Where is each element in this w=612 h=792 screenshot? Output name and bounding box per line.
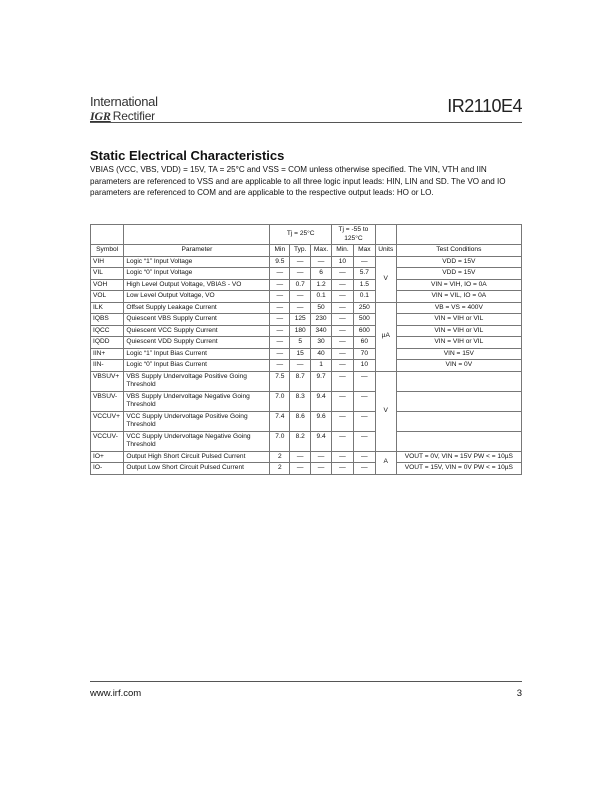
table-row bbox=[91, 268, 522, 280]
conditions-cell: VDD = 15V bbox=[396, 256, 521, 268]
max-cell: 1.2 bbox=[311, 279, 332, 291]
min2-cell: — bbox=[331, 463, 353, 475]
header-rule bbox=[90, 122, 522, 123]
symbol-cell: IIN+ bbox=[91, 348, 124, 360]
electrical-characteristics-table bbox=[90, 224, 522, 475]
symbol-cell: IO- bbox=[91, 463, 124, 475]
col-symbol: Symbol bbox=[91, 245, 124, 257]
min-cell: — bbox=[270, 360, 290, 372]
footer-url[interactable]: www.irf.com bbox=[90, 688, 142, 699]
typ-cell: — bbox=[290, 256, 311, 268]
max2-cell: — bbox=[353, 431, 375, 451]
conditions-cell: VIN = VIH or VIL bbox=[396, 314, 521, 326]
max2-cell: 70 bbox=[353, 348, 375, 360]
min2-cell: 10 bbox=[331, 256, 353, 268]
max2-cell: 5.7 bbox=[353, 268, 375, 280]
min2-cell: — bbox=[331, 325, 353, 337]
conditions-cell: VIN = 15V bbox=[396, 348, 521, 360]
max-cell: 9.4 bbox=[311, 431, 332, 451]
symbol-cell: VCCUV+ bbox=[91, 411, 124, 431]
table-row bbox=[91, 391, 522, 411]
symbol-cell: ILK bbox=[91, 302, 124, 314]
max-cell: — bbox=[311, 463, 332, 475]
conditions-cell: VOUT = 0V, VIN = 15V PW < = 10µS bbox=[396, 451, 521, 463]
max2-cell: — bbox=[353, 411, 375, 431]
max2-cell: — bbox=[353, 451, 375, 463]
min-cell: — bbox=[270, 279, 290, 291]
parameter-cell: VBS Supply Undervoltage Negative Going Threshold bbox=[124, 391, 270, 411]
min2-cell: — bbox=[331, 391, 353, 411]
parameter-cell: VCC Supply Undervoltage Negative Going Threshold bbox=[124, 431, 270, 451]
max2-cell: 600 bbox=[353, 325, 375, 337]
table-row bbox=[91, 431, 522, 451]
page-number: 3 bbox=[516, 688, 522, 699]
logo-mark: IGR bbox=[90, 109, 111, 123]
min2-cell: — bbox=[331, 371, 353, 391]
typ-cell: — bbox=[290, 291, 311, 303]
section-title: Static Electrical Characteristics bbox=[90, 148, 285, 163]
parameter-cell: Quiescent VCC Supply Current bbox=[124, 325, 270, 337]
parameter-cell: Quiescent VDD Supply Current bbox=[124, 337, 270, 349]
conditions-cell bbox=[396, 411, 521, 431]
logo-line-1: International bbox=[90, 94, 158, 109]
min-cell: 7.0 bbox=[270, 431, 290, 451]
table-row bbox=[91, 314, 522, 326]
symbol-cell: IQDD bbox=[91, 337, 124, 349]
parameter-cell: Offset Supply Leakage Current bbox=[124, 302, 270, 314]
min2-cell: — bbox=[331, 279, 353, 291]
parameter-cell: VBS Supply Undervoltage Positive Going Threshold bbox=[124, 371, 270, 391]
min-cell: — bbox=[270, 302, 290, 314]
units-cell: A bbox=[375, 451, 396, 474]
parameter-cell: Output High Short Circuit Pulsed Current bbox=[124, 451, 270, 463]
typ-cell: 0.7 bbox=[290, 279, 311, 291]
max2-cell: — bbox=[353, 463, 375, 475]
max-cell: 9.6 bbox=[311, 411, 332, 431]
typ-cell: 125 bbox=[290, 314, 311, 326]
table-row bbox=[91, 360, 522, 372]
conditions-cell: VB = VS = 400V bbox=[396, 302, 521, 314]
typ-cell: 8.2 bbox=[290, 431, 311, 451]
conditions-cell bbox=[396, 431, 521, 451]
units-cell: V bbox=[375, 371, 396, 451]
min-cell: — bbox=[270, 291, 290, 303]
table-row bbox=[91, 279, 522, 291]
group-tj25: Tj = 25°C bbox=[270, 225, 332, 245]
symbol-cell: VIL bbox=[91, 268, 124, 280]
max2-cell: — bbox=[353, 371, 375, 391]
parameter-cell: Logic “0” Input Bias Current bbox=[124, 360, 270, 372]
table-row bbox=[91, 371, 522, 391]
col-min2: Min. bbox=[331, 245, 353, 257]
typ-cell: — bbox=[290, 463, 311, 475]
col-conditions: Test Conditions bbox=[396, 245, 521, 257]
min2-cell: — bbox=[331, 314, 353, 326]
footer-rule bbox=[90, 681, 522, 682]
min-cell: — bbox=[270, 314, 290, 326]
parameter-cell: Quiescent VBS Supply Current bbox=[124, 314, 270, 326]
max-cell: 340 bbox=[311, 325, 332, 337]
min2-cell: — bbox=[331, 337, 353, 349]
max2-cell: — bbox=[353, 256, 375, 268]
max-cell: 30 bbox=[311, 337, 332, 349]
symbol-cell: VBSUV- bbox=[91, 391, 124, 411]
max2-cell: — bbox=[353, 391, 375, 411]
min-cell: 7.0 bbox=[270, 391, 290, 411]
max-cell: 40 bbox=[311, 348, 332, 360]
conditions-cell bbox=[396, 371, 521, 391]
min-cell: — bbox=[270, 268, 290, 280]
col-parameter: Parameter bbox=[124, 245, 270, 257]
min-cell: — bbox=[270, 348, 290, 360]
conditions-cell: VIN = 0V bbox=[396, 360, 521, 372]
typ-cell: — bbox=[290, 302, 311, 314]
parameter-cell: Output Low Short Circuit Pulsed Current bbox=[124, 463, 270, 475]
parameter-cell: Low Level Output Voltage, VO bbox=[124, 291, 270, 303]
typ-cell: 180 bbox=[290, 325, 311, 337]
conditions-cell: VIN = VIH or VIL bbox=[396, 337, 521, 349]
units-cell: µA bbox=[375, 302, 396, 371]
max2-cell: 0.1 bbox=[353, 291, 375, 303]
table-row bbox=[91, 451, 522, 463]
max2-cell: 1.5 bbox=[353, 279, 375, 291]
table-row bbox=[91, 348, 522, 360]
conditions-cell bbox=[396, 391, 521, 411]
typ-cell: 5 bbox=[290, 337, 311, 349]
symbol-cell: IQBS bbox=[91, 314, 124, 326]
max2-cell: 60 bbox=[353, 337, 375, 349]
min2-cell: — bbox=[331, 431, 353, 451]
max2-cell: 500 bbox=[353, 314, 375, 326]
min2-cell: — bbox=[331, 348, 353, 360]
table-row bbox=[91, 325, 522, 337]
typ-cell: 8.6 bbox=[290, 411, 311, 431]
logo-rectifier: Rectifier bbox=[112, 109, 155, 123]
parameter-cell: VCC Supply Undervoltage Positive Going Threshold bbox=[124, 411, 270, 431]
parameter-cell: Logic “0” Input Voltage bbox=[124, 268, 270, 280]
min-cell: — bbox=[270, 325, 290, 337]
symbol-cell: IIN- bbox=[91, 360, 124, 372]
min2-cell: — bbox=[331, 360, 353, 372]
typ-cell: 8.3 bbox=[290, 391, 311, 411]
conditions-cell: VIN = VIL, IO = 0A bbox=[396, 291, 521, 303]
col-min: Min bbox=[270, 245, 290, 257]
symbol-cell: VOL bbox=[91, 291, 124, 303]
max-cell: 9.7 bbox=[311, 371, 332, 391]
typ-cell: 15 bbox=[290, 348, 311, 360]
min-cell: 2 bbox=[270, 463, 290, 475]
min2-cell: — bbox=[331, 291, 353, 303]
symbol-cell: IO+ bbox=[91, 451, 124, 463]
table-group-header bbox=[91, 225, 522, 245]
min2-cell: — bbox=[331, 451, 353, 463]
col-units: Units bbox=[375, 245, 396, 257]
col-typ: Typ. bbox=[290, 245, 311, 257]
units-cell: V bbox=[375, 256, 396, 302]
max2-cell: 10 bbox=[353, 360, 375, 372]
company-logo bbox=[90, 95, 158, 123]
conditions-cell: VIN = VIH or VIL bbox=[396, 325, 521, 337]
symbol-cell: VIH bbox=[91, 256, 124, 268]
part-number: IR2110E4 bbox=[447, 96, 522, 116]
max-cell: 230 bbox=[311, 314, 332, 326]
max-cell: 1 bbox=[311, 360, 332, 372]
parameter-cell: High Level Output Voltage, VBIAS - VO bbox=[124, 279, 270, 291]
table-row bbox=[91, 463, 522, 475]
min-cell: 7.5 bbox=[270, 371, 290, 391]
min-cell: 2 bbox=[270, 451, 290, 463]
min2-cell: — bbox=[331, 411, 353, 431]
max-cell: 0.1 bbox=[311, 291, 332, 303]
table-header bbox=[91, 245, 522, 257]
max-cell: 50 bbox=[311, 302, 332, 314]
max-cell: — bbox=[311, 256, 332, 268]
max-cell: — bbox=[311, 451, 332, 463]
min-cell: — bbox=[270, 337, 290, 349]
max-cell: 9.4 bbox=[311, 391, 332, 411]
table-row bbox=[91, 337, 522, 349]
col-max2: Max bbox=[353, 245, 375, 257]
max2-cell: 250 bbox=[353, 302, 375, 314]
parameter-cell: Logic “1” Input Bias Current bbox=[124, 348, 270, 360]
symbol-cell: VCCUV- bbox=[91, 431, 124, 451]
section-intro: VBIAS (VCC, VBS, VDD) = 15V, TA = 25°C and VSS = COM unless otherwise specified. The VIN, VTH and IIN parameters are referenced to VSS and are applicable to all three logic input leads: HIN, LIN and SD. The VO and IO parameters are referenced to COM and are applicable to the respective output leads: HO or LO. bbox=[90, 165, 506, 197]
logo-line-2 bbox=[90, 109, 158, 123]
symbol-cell: IQCC bbox=[91, 325, 124, 337]
typ-cell: — bbox=[290, 360, 311, 372]
conditions-cell: VIN = VIH, IO = 0A bbox=[396, 279, 521, 291]
min2-cell: — bbox=[331, 302, 353, 314]
table-row bbox=[91, 411, 522, 431]
conditions-cell: VDD = 15V bbox=[396, 268, 521, 280]
min-cell: 7.4 bbox=[270, 411, 290, 431]
typ-cell: — bbox=[290, 451, 311, 463]
max-cell: 6 bbox=[311, 268, 332, 280]
min-cell: 9.5 bbox=[270, 256, 290, 268]
min2-cell: — bbox=[331, 268, 353, 280]
group-tjrange: Tj = -55 to 125°C bbox=[331, 225, 375, 245]
symbol-cell: VBSUV+ bbox=[91, 371, 124, 391]
table-row bbox=[91, 291, 522, 303]
parameter-cell: Logic “1” Input Voltage bbox=[124, 256, 270, 268]
col-max: Max. bbox=[311, 245, 332, 257]
table-row bbox=[91, 302, 522, 314]
typ-cell: 8.7 bbox=[290, 371, 311, 391]
table-row bbox=[91, 256, 522, 268]
symbol-cell: VOH bbox=[91, 279, 124, 291]
conditions-cell: VOUT = 15V, VIN = 0V PW < = 10µS bbox=[396, 463, 521, 475]
typ-cell: — bbox=[290, 268, 311, 280]
